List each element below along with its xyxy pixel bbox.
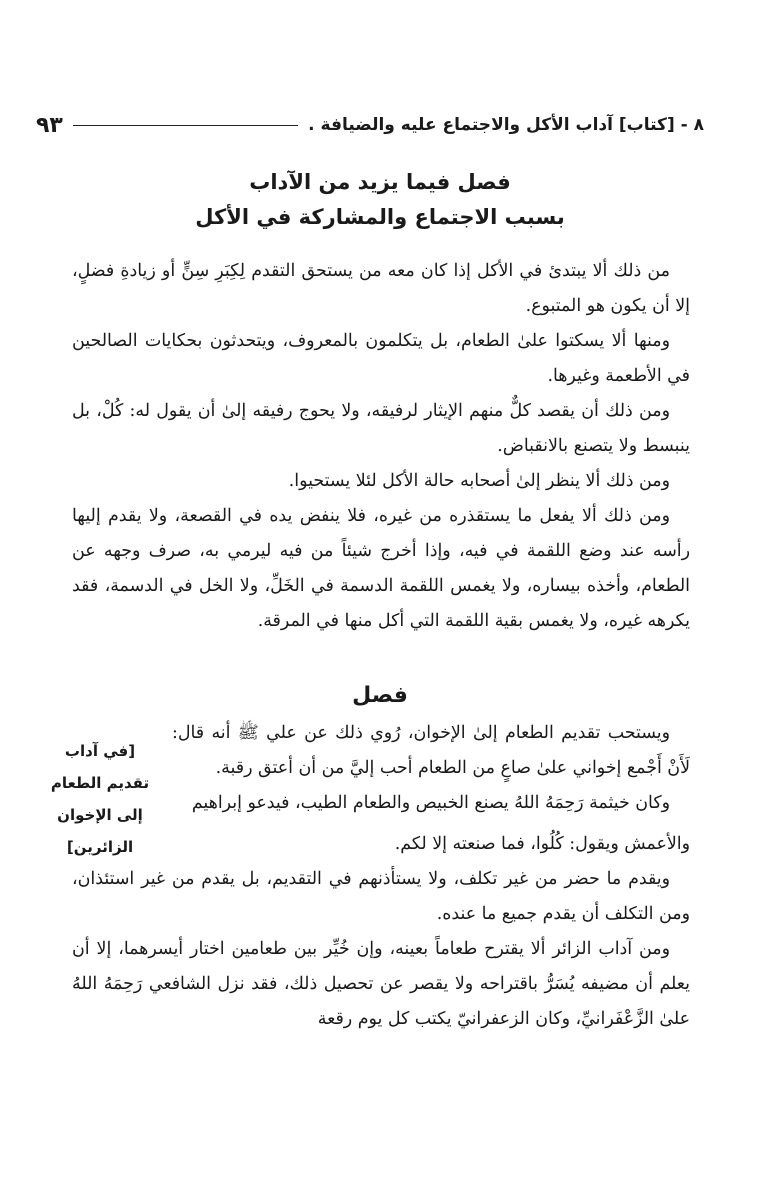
page-header bbox=[36, 108, 704, 142]
section1-body bbox=[72, 254, 690, 639]
margin-note-top: [في آداب تقديم الطعام إلى الإخوان bbox=[50, 742, 150, 824]
section-title-line1: فصل فيما يزيد من الآداب bbox=[249, 170, 511, 194]
header-rule bbox=[73, 125, 298, 126]
paragraph: ومنها ألا يسكتوا علىٰ الطعام، بل يتكلمون بالمعروف، ويتحدثون بحكايات الصالحين في الأطعمة وغيرها. bbox=[72, 331, 690, 386]
page-number: ٩٣ bbox=[36, 112, 63, 138]
section-title-line2: بسبب الاجتماع والمشاركة في الأكل bbox=[195, 205, 565, 229]
section2-body-narrow bbox=[172, 716, 690, 821]
paragraph: ويستحب تقديم الطعام إلىٰ الإخوان، رُوي ذلك عن علي ﷺ أنه قال: لَأَنْ أَجْمع إخواني علىٰ صاعٍ من الطعام أحب إليَّ من أن أعتق رقبة. bbox=[172, 723, 690, 778]
paragraph: وكان خيثمة رَحِمَهُ اللهُ يصنع الخبيص والطعام الطيب، فيدعو إبراهيم bbox=[191, 793, 670, 813]
paragraph: ومن آداب الزائر ألا يقترح طعاماً بعينه، وإن خُيِّر بين طعامين اختار أيسرهما، إلا أن يعلم أن مضيفه يُسَرُّ باقتراحه ولا يقصر عن تحصيل ذلك، فقد نزل الشافعي رَحِمَهُ اللهُ علىٰ الزَّعْفَرانيِّ، وكان الزعفرانيّ يكتب كل يوم رقعة bbox=[72, 939, 690, 1029]
paragraph: ومن ذلك ألا يفعل ما يستقذره من غيره، فلا ينفض يده في القصعة، ولا يقدم إليها رأسه عند وضع اللقمة في فيه، وإذا أخرج شيئاً من فيه ليرمي به، صرف وجهه عن الطعام، وأخذه بيساره، ولا يغمس اللقمة الدسمة في الخَلِّ، ولا الخل في الدسمة، فقد يكرهه غيره، ولا يغمس بقية اللقمة التي أكل منها في المرقة. bbox=[72, 506, 690, 631]
running-title: ٨ - [كتاب] آداب الأكل والاجتماع عليه والضيافة . bbox=[308, 115, 704, 135]
fasl-heading: فصل bbox=[352, 683, 408, 708]
section2-body-full bbox=[72, 827, 690, 1037]
paragraph: ويقدم ما حضر من غير تكلف، ولا يستأذنهم في التقديم، بل يقدم من غير استئذان، ومن التكلف أن يقدم جميع ما عنده. bbox=[72, 869, 690, 924]
paragraph: من ذلك ألا يبتدئ في الأكل إذا كان معه من يستحق التقدم لِكِبَرِ سِنٍّ أو زيادةِ فضلٍ، إلا أن يكون هو المتبوع. bbox=[72, 261, 690, 316]
paragraph: والأعمش ويقول: كُلُوا، فما صنعته إلا لكم. bbox=[394, 834, 690, 854]
paragraph: ومن ذلك أن يقصد كلٌّ منهم الإيثار لرفيقه، ولا يحوج رفيقه إلىٰ أن يقول له: كُلْ، بل ينبسط ولا يتصنع بالانقباض. bbox=[72, 401, 690, 456]
margin-note-bottom: الزائرين] bbox=[66, 838, 134, 856]
paragraph: ومن ذلك ألا ينظر إلىٰ أصحابه حالة الأكل لئلا يستحيوا. bbox=[288, 471, 670, 491]
